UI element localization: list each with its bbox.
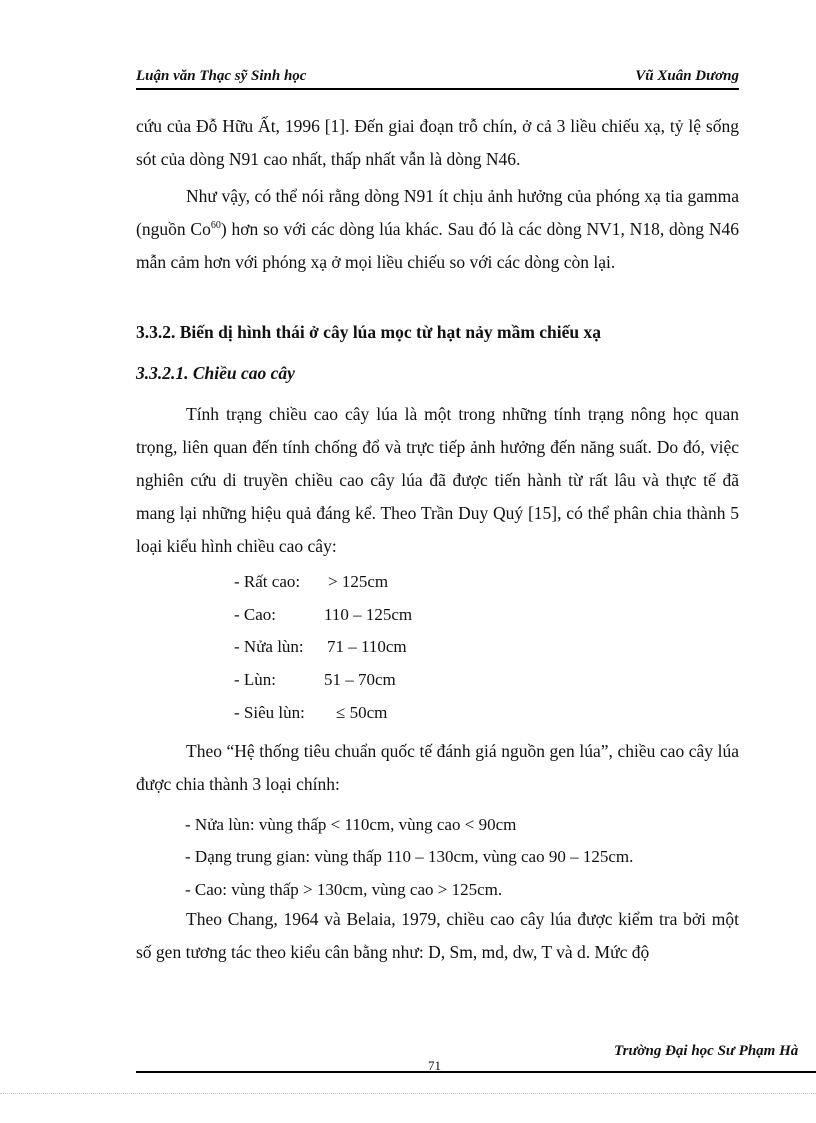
list-item-value: > 125cm xyxy=(328,572,389,591)
header-author: Vũ Xuân Dương xyxy=(635,68,739,84)
list-item: - Dạng trung gian: vùng thấp 110 – 130cm, vùng cao 90 – 125cm. xyxy=(185,847,634,866)
subsection-heading: 3.3.2.1. Chiều cao cây xyxy=(136,363,295,383)
paragraph-4 xyxy=(136,735,739,801)
paragraph-2 xyxy=(136,180,739,279)
list-item-label: - Cao: xyxy=(234,605,277,624)
paragraph-3-text: Tính trạng chiều cao cây lúa là một trong những tính trạng nông học quan trọng, liên quan đến tính chống đổ và trực tiếp ảnh hưởng đến năng suất. Do đó, việc nghiên cứu di truyền chiều cao cây lúa đã được tiến hành từ rất lâu và thực tế đã mang lại những hiệu quả đáng kể. Theo Trần Duy Quý [15], có thể phân chia thành 5 loại kiểu hình chiều cao cây: xyxy=(136,404,739,556)
paragraph-2-part-a: Như vậy, có thể nói rằng dòng N91 ít chịu ảnh hưởng của phóng xạ tia gamma (nguồn Co xyxy=(136,186,739,239)
section-heading: 3.3.2. Biến dị hình thái ở cây lúa mọc từ hạt nảy mầm chiếu xạ xyxy=(136,322,602,342)
isotope-superscript: 60 xyxy=(210,220,221,232)
list-item: - Nửa lùn: vùng thấp < 110cm, vùng cao < 90cm xyxy=(185,815,517,834)
page-bottom-edge xyxy=(0,1093,816,1094)
footer-school-name: Trường Đại học Sư Phạm Hà xyxy=(614,1043,799,1059)
list-item: - Cao: vùng thấp > 130cm, vùng cao > 125cm. xyxy=(185,880,503,899)
list-item-label: - Nửa lùn: xyxy=(234,637,304,656)
page-header xyxy=(136,64,739,90)
list-item-label: - Rất cao: xyxy=(234,572,301,591)
footer-divider xyxy=(136,1071,816,1073)
paragraph-1 xyxy=(136,110,739,176)
list-item-value: 110 – 125cm xyxy=(324,605,413,624)
list-item-label: - Lùn: xyxy=(234,670,277,689)
paragraph-1-text: cứu của Đỗ Hữu Ất, 1996 [1]. Đến giai đoạn trỗ chín, ở cả 3 liều chiếu xạ, tỷ lệ sống sót của dòng N91 cao nhất, thấp nhất vẫn là dòng N46. xyxy=(136,116,739,169)
header-thesis-title: Luận văn Thạc sỹ Sinh học xyxy=(136,68,307,84)
paragraph-2-part-b: ) hơn so với các dòng lúa khác. Sau đó là các dòng NV1, N18, dòng N46 mẫn cảm hơn với phóng xạ ở mọi liều chiếu so với các dòng còn lại. xyxy=(136,219,739,272)
paragraph-4-text: Theo “Hệ thống tiêu chuẩn quốc tế đánh giá nguồn gen lúa”, chiều cao cây lúa được chia thành 3 loại chính: xyxy=(136,741,739,794)
paragraph-2-text xyxy=(136,180,739,279)
paragraph-5 xyxy=(136,903,739,969)
paragraph-5-text: Theo Chang, 1964 và Belaia, 1979, chiều cao cây lúa được kiểm tra bởi một số gen tương tác theo kiểu cân bằng như: D, Sm, md, dw, T và d. Mức độ xyxy=(136,909,739,962)
list-item-value: 71 – 110cm xyxy=(327,637,407,656)
list-item-value: ≤ 50cm xyxy=(336,703,388,722)
list-item-label: - Siêu lùn: xyxy=(234,703,305,722)
page-number: 71 xyxy=(428,1058,441,1073)
list-item-value: 51 – 70cm xyxy=(324,670,396,689)
paragraph-3 xyxy=(136,398,739,563)
